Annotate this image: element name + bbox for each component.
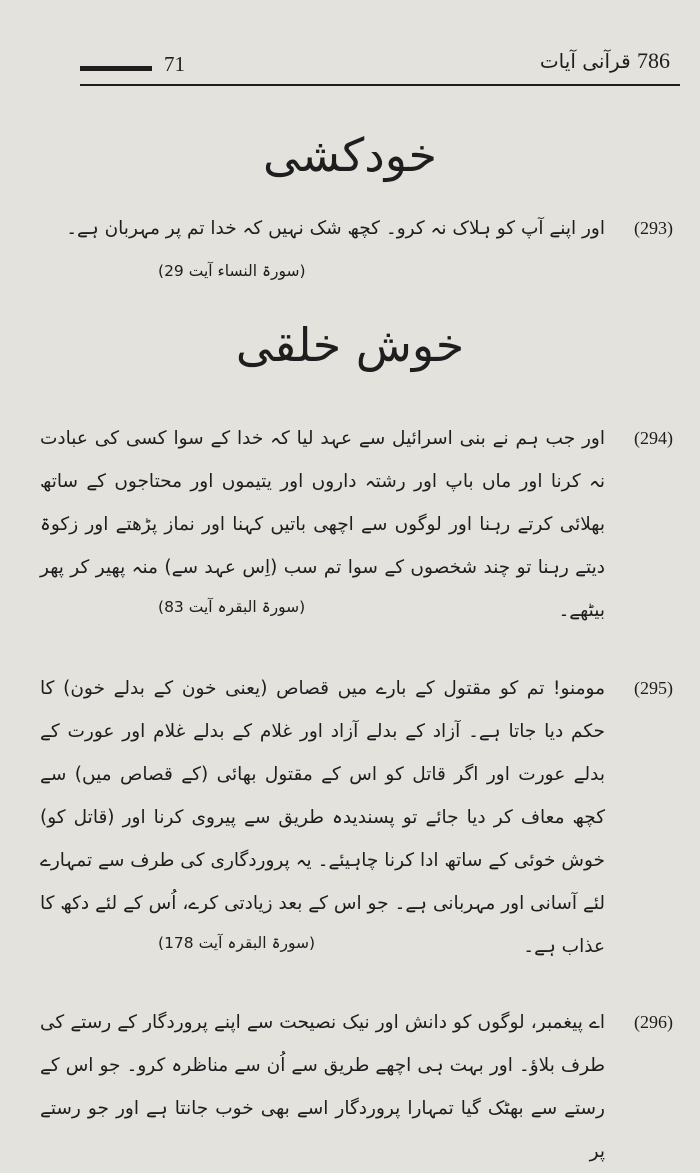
entry-number-295: (295) — [634, 678, 673, 698]
entry-number-293: (293) — [634, 218, 673, 238]
entry-reference-294: (سورۃ البقرہ آیت 83) — [158, 598, 306, 616]
inner-page-number: 71 — [164, 52, 185, 76]
entry-text-293: اور اپنے آپ کو ہلاک نہ کرو۔ کچھ شک نہیں کہ خدا تم پر مہربان ہے۔ — [66, 218, 605, 239]
section-heading-suicide: خودکشی — [263, 128, 437, 182]
running-header — [540, 48, 678, 74]
entry-text-296: اے پیغمبر، لوگوں کو دانش اور نیک نصیحت سے اپنے پروردگار کے رستے کی طرف بلاؤ۔ اور بہت ہی اچھے طریق سے اُن سے مناظرہ کرو۔ جو اس کے رستے سے بھٹک گیا تمہارا پروردگار اسے بھی خوب جانتا ہے اور جو رستے پر — [40, 1012, 605, 1162]
entry-reference-293: (سورۃ النساء آیت 29) — [158, 262, 306, 280]
book-page-number: 786 — [637, 48, 670, 73]
section-heading-good-manners: خوش خلقی — [235, 318, 465, 372]
entry-number-294: (294) — [634, 428, 673, 448]
entry-number-296: (296) — [634, 1012, 673, 1032]
entry-reference-295: (سورۃ البقرہ آیت 178) — [158, 934, 316, 952]
header-rule — [80, 84, 680, 86]
running-title: قرآنی آیات — [539, 49, 631, 73]
entry-text-294: اور جب ہم نے بنی اسرائیل سے عہد لیا کہ خدا کے سوا کسی کی عبادت نہ کرنا اور ماں باپ اور رشتہ داروں اور یتیموں اور محتاجوں کے ساتھ بھلائی کرتے رہنا اور لوگوں سے اچھی باتیں کہنا اور نماز پڑھتے اور زکوۃ دیتے رہنا تو چند شخصوں کے سوا تم سب (اِس عہد سے) منہ پھیر کر پھر بیٹھے۔ — [40, 428, 605, 621]
header-decorative-bar — [80, 66, 152, 71]
entry-text-295: مومنو! تم کو مقتول کے بارے میں قصاص (یعنی خون کے بدلے خون) کا حکم دیا جاتا ہے۔ آزاد کے بدلے آزاد اور غلام کے بدلے غلام اور عورت کے بدلے عورت اور اگر قاتل کو اس کے مقتول بھائی (کے قصاص میں) سے کچھ معاف کر دیا جائے تو پسندیدہ طریق سے پیروی کرنا اور (قاتل کو) خوش خوئی کے ساتھ ادا کرنا چاہیئے۔ یہ پروردگاری کی طرف سے تمہارے لئے آسانی اور مہربانی ہے۔ جو اس کے بعد زیادتی کرے، اُس کے لئے دکھ کا عذاب ہے۔ — [40, 678, 605, 957]
